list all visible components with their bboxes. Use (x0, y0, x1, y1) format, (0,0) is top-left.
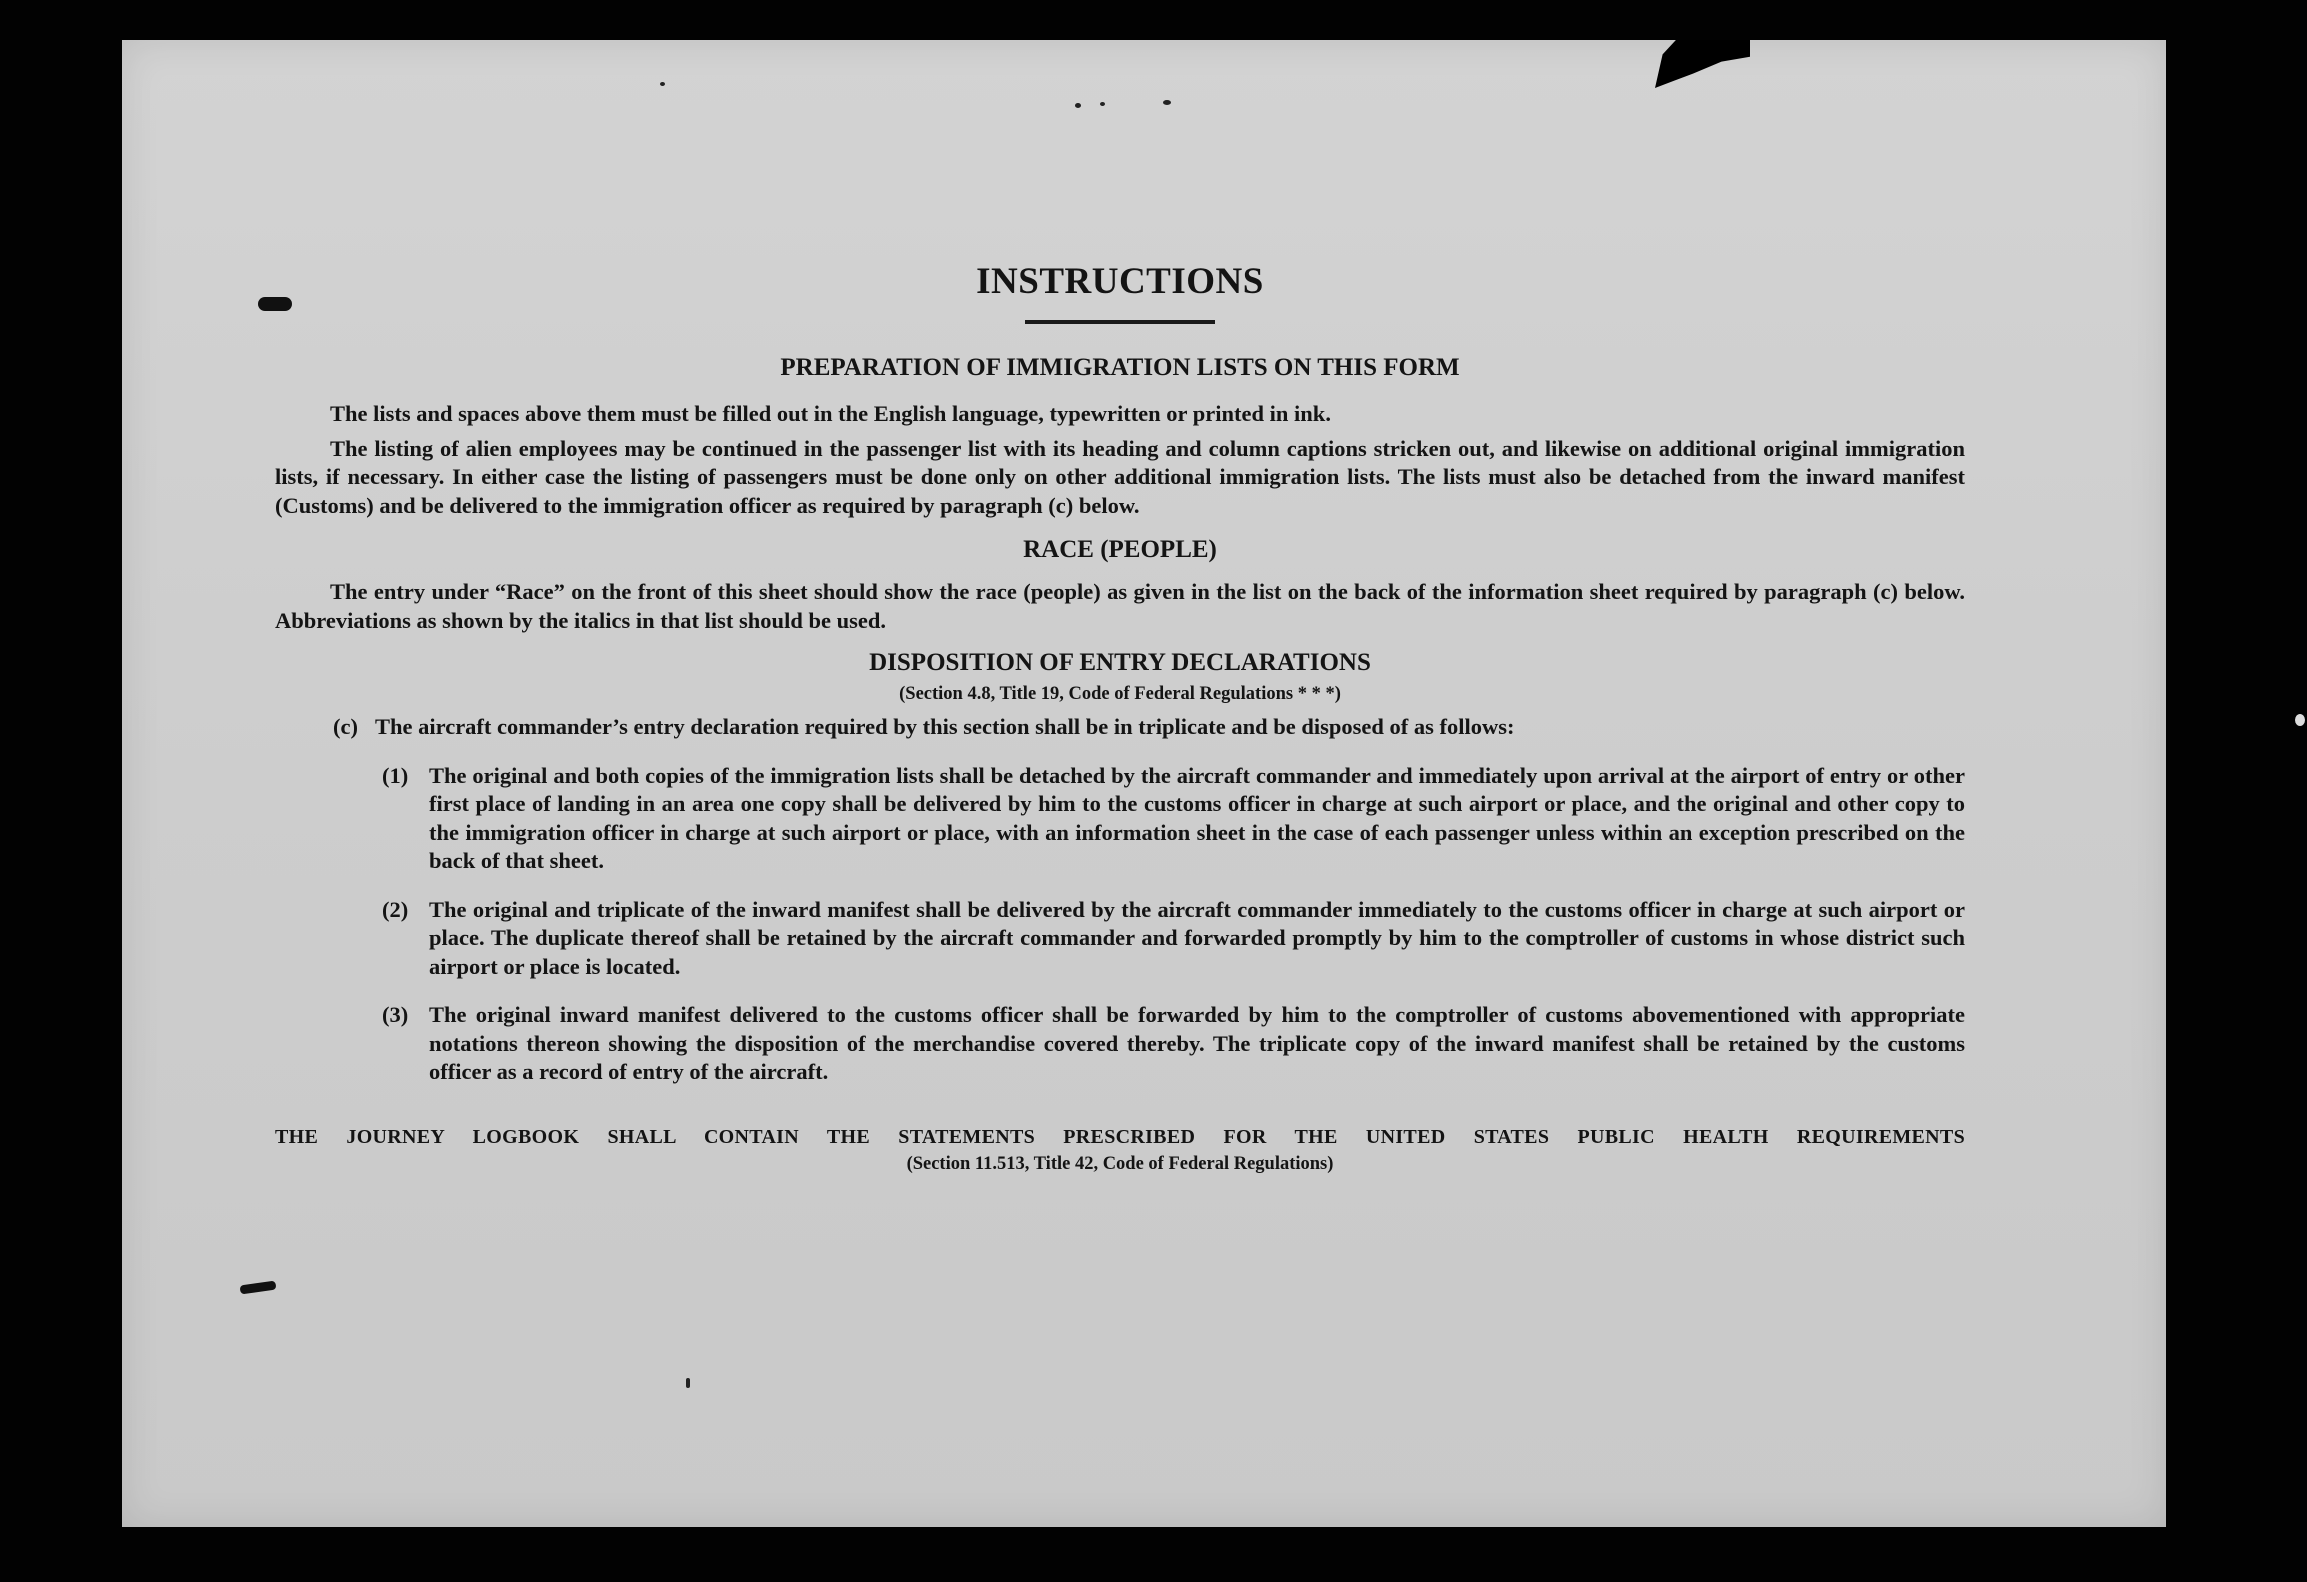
page-title: INSTRUCTIONS (976, 261, 1264, 302)
item-text: The original inward manifest delivered to the customs officer shall be forwarded by him to the comptroller of customs abovementioned with appropriate notations thereon showing the disposition of the merchandise covered thereby. The triplicate copy of the inward manifest shall be retained by the customs officer as a record of entry of the aircraft. (429, 1002, 1965, 1084)
disposition-item-1 (382, 762, 1965, 876)
preparation-paragraph-2: The listing of alien employees may be continued in the passenger list with its heading and column captions stricken out, and likewise on additional original immigration lists, if necessary. In either case the listing of passengers must be done only on other additional immigration lists. The lists must also be detached from the inward manifest (Customs) and be delivered to the immigration officer as required by paragraph (c) below. (275, 435, 1965, 518)
item-label: (2) (382, 896, 409, 922)
intro-label: (c) (333, 714, 358, 739)
disposition-intro (333, 713, 1965, 742)
preparation-paragraph-1: The lists and spaces above them must be filled out in the English language, typewritten or printed in ink. (330, 401, 1331, 426)
title-underline (1025, 320, 1215, 324)
disposition-citation: (Section 4.8, Title 19, Code of Federal Regulations * * *) (899, 684, 1341, 704)
item-label: (3) (382, 1002, 409, 1027)
intro-text: The aircraft commander’s entry declaration required by this section shall be in triplicate and be disposed of as follows: (375, 714, 1515, 739)
speck (2295, 714, 2305, 726)
speck (686, 1378, 690, 1388)
speck (1163, 100, 1171, 105)
item-text: The original and triplicate of the inward manifest shall be delivered by the aircraft commander immediately to the customs officer in charge at such airport or place. The duplicate thereof shall be retained by the aircraft commander and forwarded promptly by him to the comptroller of customs in whose district such airport or place is located. (429, 896, 1965, 979)
item-text: The original and both copies of the immigration lists shall be detached by the aircraft commander and immediately upon arrival at the airport of entry or other first place of landing in an area one copy shall be delivered by him to the customs officer in charge at such airport or place, and the original and other copy to the immigration officer in charge at such airport or place, with an information sheet in the case of each passenger unless within an exception prescribed on the back of that sheet. (429, 762, 1965, 873)
disposition-item-2 (382, 896, 1965, 982)
instructions-content (275, 258, 1965, 1177)
item-label: (1) (382, 762, 409, 788)
speck (660, 82, 665, 86)
race-paragraph: The entry under “Race” on the front of this sheet should show the race (people) as given in the list on the back of the information sheet required by paragraph (c) below. Abbreviations as shown by the italics in that list should be used. (275, 579, 1965, 633)
speck (1075, 103, 1081, 108)
health-requirements-statement: THE JOURNEY LOGBOOK SHALL CONTAIN THE STATEMENTS PRESCRIBED FOR THE UNITED STATES PUBLIC HEALTH REQUIREMENTS (275, 1125, 1965, 1148)
race-heading: RACE (PEOPLE) (1023, 536, 1217, 563)
speck (1100, 102, 1105, 106)
health-requirements-citation: (Section 11.513, Title 42, Code of Federal Regulations) (906, 1153, 1334, 1174)
disposition-heading: DISPOSITION OF ENTRY DECLARATIONS (869, 649, 1371, 676)
preparation-heading: PREPARATION OF IMMIGRATION LISTS ON THIS FORM (780, 354, 1460, 381)
disposition-item-3 (382, 1001, 1965, 1087)
